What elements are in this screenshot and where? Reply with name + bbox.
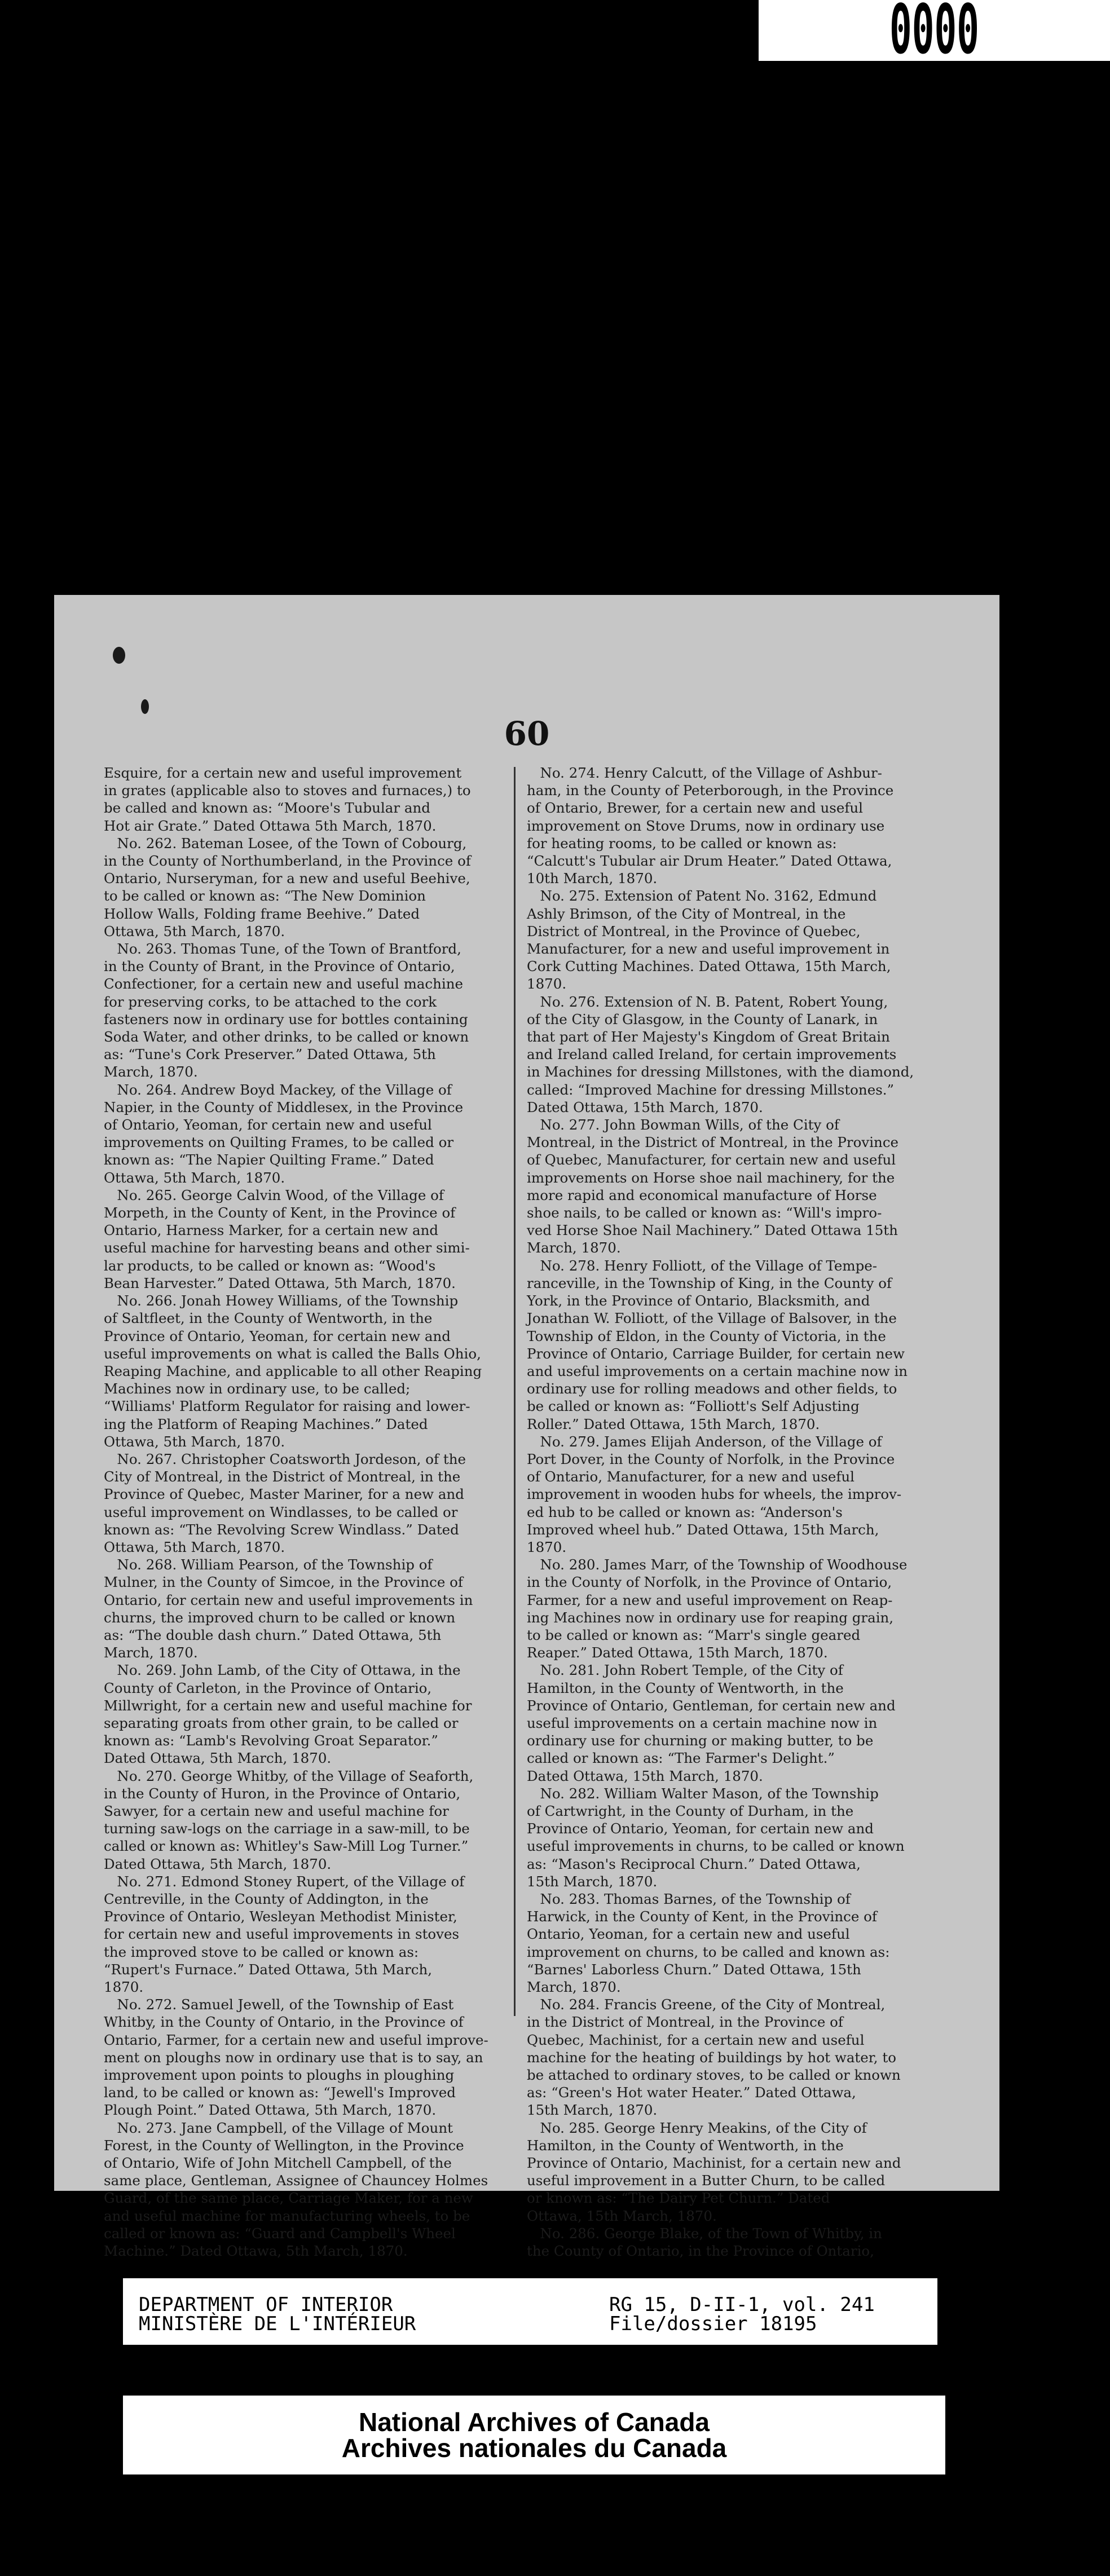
department-label-en: DEPARTMENT OF INTERIOR (139, 2293, 393, 2316)
banner-french: Archives nationales du Canada (341, 2433, 727, 2463)
archives-banner (123, 2396, 945, 2474)
file-reference (609, 2295, 875, 2334)
file-number: File/dossier 18195 (609, 2313, 817, 2335)
record-group-reference: RG 15, D-II-1, vol. 241 (609, 2293, 875, 2316)
text-column-right: No. 274. Henry Calcutt, of the Village of Ashbur- ham, in the County of Peterborough, in the Province of Ontario, Brewer, for a certain new and useful improvement on Stove Drums, now in ordinary use for heating rooms, to be called or known as: “Calcutt's Tubular air Drum Heater.” Dated Ottawa, 10th March, 1870. No. 275. Extension of Patent No. 3162, Edmund Ashly Brimson, of the City of Montreal, in the District of Montreal, in the Province of Quebec, Manufacturer, for a new and useful improvement in Cork Cutting Machines. Dated Ottawa, 15th March, 1870. No. 276. Extension of N. B. Patent, Robert Young, of the City of Glasgow, in the County of Lanark, in that part of Her Majesty's Kingdom of Great Britain and Ireland called Ireland, for certain improvements in Machines for dressing Millstones, with the diamond, called: “Improved Machine for dressing Millstones.” Dated Ottawa, 15th March, 1870. No. 277. John Bowman Wills, of the City of Montreal, in the District of Montreal, in the Province of Quebec, Manufacturer, for certain new and useful improvements on Horse shoe nail machinery, for the more rapid and economical manufacture of Horse shoe nails, to be called or known as: “Will's impro- ved Horse Shoe Nail Machinery.” Dated Ottawa 15th March, 1870. No. 278. Henry Folliott, of the Village of Tempe- ranceville, in the Township of King, in the County of York, in the Province of Ontario, Blacksmith, and Jonathan W. Folliott, of the Village of Balsover, in the Township of Eldon, in the County of Victoria, in the Province of Ontario, Carriage Builder, for certain new and useful improvements on a certain machine now in ordinary use for rolling meadows and other fields, to be called or known as: “Folliott's Self Adjusting Roller.” Dated Ottawa, 15th March, 1870. No. 279. James Elijah Anderson, of the Village of Port Dover, in the County of Norfolk, in the Province of Ontario, Manufacturer, for a new and useful improvement in wooden hubs for wheels, the improv- ed hub to be called or known as: “Anderson's Improved wheel hub.” Dated Ottawa, 15th March, 1870. No. 280. James Marr, of the Township of Woodhouse in the County of Norfolk, in the Province of Ontario, Farmer, for a new and useful improvement on Reap- ing Machines now in ordinary use for reaping grain, to be called or known as: “Marr's single geared Reaper.” Dated Ottawa, 15th March, 1870. No. 281. John Robert Temple, of the City of Hamilton, in the County of Wentworth, in the Province of Ontario, Gentleman, for certain new and useful improvements on a certain machine now in ordinary use for churning or making butter, to be called or known as: “The Farmer's Delight.” Dated Ottawa, 15th March, 1870. No. 282. William Walter Mason, of the Township of Cartwright, in the County of Durham, in the Province of Ontario, Yeoman, for certain new and useful improvements in churns, to be called or known as: “Mason's Reciprocal Churn.” Dated Ottawa, 15th March, 1870. No. 283. Thomas Barnes, of the Township of Harwick, in the County of Kent, in the Province of Ontario, Yeoman, for a certain new and useful improvement on churns, to be called and known as: “Barnes' Laborless Churn.” Dated Ottawa, 15th March, 1870. No. 284. Francis Greene, of the City of Montreal, in the District of Montreal, in the Province of Quebec, Machinist, for a certain new and useful machine for the heating of buildings by hot water, to be attached to ordinary stoves, to be called or known as: “Green's Hot water Heater.” Dated Ottawa, 15th March, 1870. No. 285. George Henry Meakins, of the City of Hamilton, in the County of Wentworth, in the Province of Ontario, Machinist, for a certain new and useful improvement in a Butter Churn, to be called or known as: “The Dairy Pet Churn.” Dated Ottawa, 15th March, 1870. No. 286. George Blake, of the Town of Whitby, in the County of Ontario, in the Province of Ontario, (527, 765, 914, 2260)
department-label-fr: MINISTÈRE DE L'INTÉRIEUR (139, 2313, 416, 2335)
department-label (139, 2295, 416, 2334)
frame-number: 0000 (889, 0, 979, 69)
ink-blot (113, 647, 125, 664)
archive-reference-label (123, 2278, 937, 2345)
ink-blot (141, 699, 149, 714)
text-column-left: Esquire, for a certain new and useful improvement in grates (applicable also to stoves and furnaces,) to be called and known as: “Moore's Tubular and Hot air Grate.” Dated Ottawa 5th March, 1870. No. 262. Bateman Losee, of the Town of Cobourg, in the County of Northumberland, in the Province of Ontario, Nurseryman, for a new and useful Beehive, to be called or known as: “The New Dominion Hollow Walls, Folding frame Beehive.” Dated Ottawa, 5th March, 1870. No. 263. Thomas Tune, of the Town of Brantford, in the County of Brant, in the Province of Ontario, Confectioner, for a certain new and useful machine for preserving corks, to be attached to the cork fasteners now in ordinary use for bottles containing Soda Water, and other drinks, to be called or known as: “Tune's Cork Preserver.” Dated Ottawa, 5th March, 1870. No. 264. Andrew Boyd Mackey, of the Village of Napier, in the County of Middlesex, in the Province of Ontario, Yeoman, for certain new and useful improvements on Quilting Frames, to be called or known as: “The Napier Quilting Frame.” Dated Ottawa, 5th March, 1870. No. 265. George Calvin Wood, of the Village of Morpeth, in the County of Kent, in the Province of Ontario, Harness Marker, for a certain new and useful machine for harvesting beans and other simi- lar products, to be called or known as: “Wood's Bean Harvester.” Dated Ottawa, 5th March, 1870. No. 266. Jonah Howey Williams, of the Township of Saltfleet, in the County of Wentworth, in the Province of Ontario, Yeoman, for certain new and useful improvements on what is called the Balls Ohio, Reaping Machine, and applicable to all other Reaping Machines now in ordinary use, to be called; “Williams' Platform Regulator for raising and lower- ing the Platform of Reaping Machines.” Dated Ottawa, 5th March, 1870. No. 267. Christopher Coatsworth Jordeson, of the City of Montreal, in the District of Montreal, in the Province of Quebec, Master Mariner, for a new and useful improvement on Windlasses, to be called or known as: “The Revolving Screw Windlass.” Dated Ottawa, 5th March, 1870. No. 268. William Pearson, of the Township of Mulner, in the County of Simcoe, in the Province of Ontario, for certain new and useful improvements in churns, the improved churn to be called or known as: “The double dash churn.” Dated Ottawa, 5th March, 1870. No. 269. John Lamb, of the City of Ottawa, in the County of Carleton, in the Province of Ontario, Millwright, for a certain new and useful machine for separating groats from other grain, to be called or known as: “Lamb's Revolving Groat Separator.” Dated Ottawa, 5th March, 1870. No. 270. George Whitby, of the Village of Seaforth, in the County of Huron, in the Province of Ontario, Sawyer, for a certain new and useful machine for turning saw-logs on the carriage in a saw-mill, to be called or known as: Whitley's Saw-Mill Log Turner.” Dated Ottawa, 5th March, 1870. No. 271. Edmond Stoney Rupert, of the Village of Centreville, in the County of Addington, in the Province of Ontario, Wesleyan Methodist Minister, for certain new and useful improvements in stoves the improved stove to be called or known as: “Rupert's Furnace.” Dated Ottawa, 5th March, 1870. No. 272. Samuel Jewell, of the Township of East Whitby, in the County of Ontario, in the Province of Ontario, Farmer, for a certain new and useful improve- ment on ploughs now in ordinary use that is to say, an improvement upon points to ploughs in ploughing land, to be called or known as: “Jewell's Improved Plough Point.” Dated Ottawa, 5th March, 1870. No. 273. Jane Campbell, of the Village of Mount Forest, in the County of Wellington, in the Province of Ontario, Wife of John Mitchell Campbell, of the same place, Gentleman, Assignee of Chauncey Holmes Guard, of the same place, Carriage Maker, for a new and useful machine for manufacturing wheels, to be called or known as: “Guard and Campbell's Wheel Machine.” Dated Ottawa, 5th March, 1870. (104, 765, 488, 2260)
page-number: 60 (504, 714, 550, 753)
banner-english: National Archives of Canada (358, 2407, 710, 2437)
frame-number-box (759, 0, 1110, 69)
column-divider (514, 767, 516, 2016)
document-page (54, 595, 999, 2260)
